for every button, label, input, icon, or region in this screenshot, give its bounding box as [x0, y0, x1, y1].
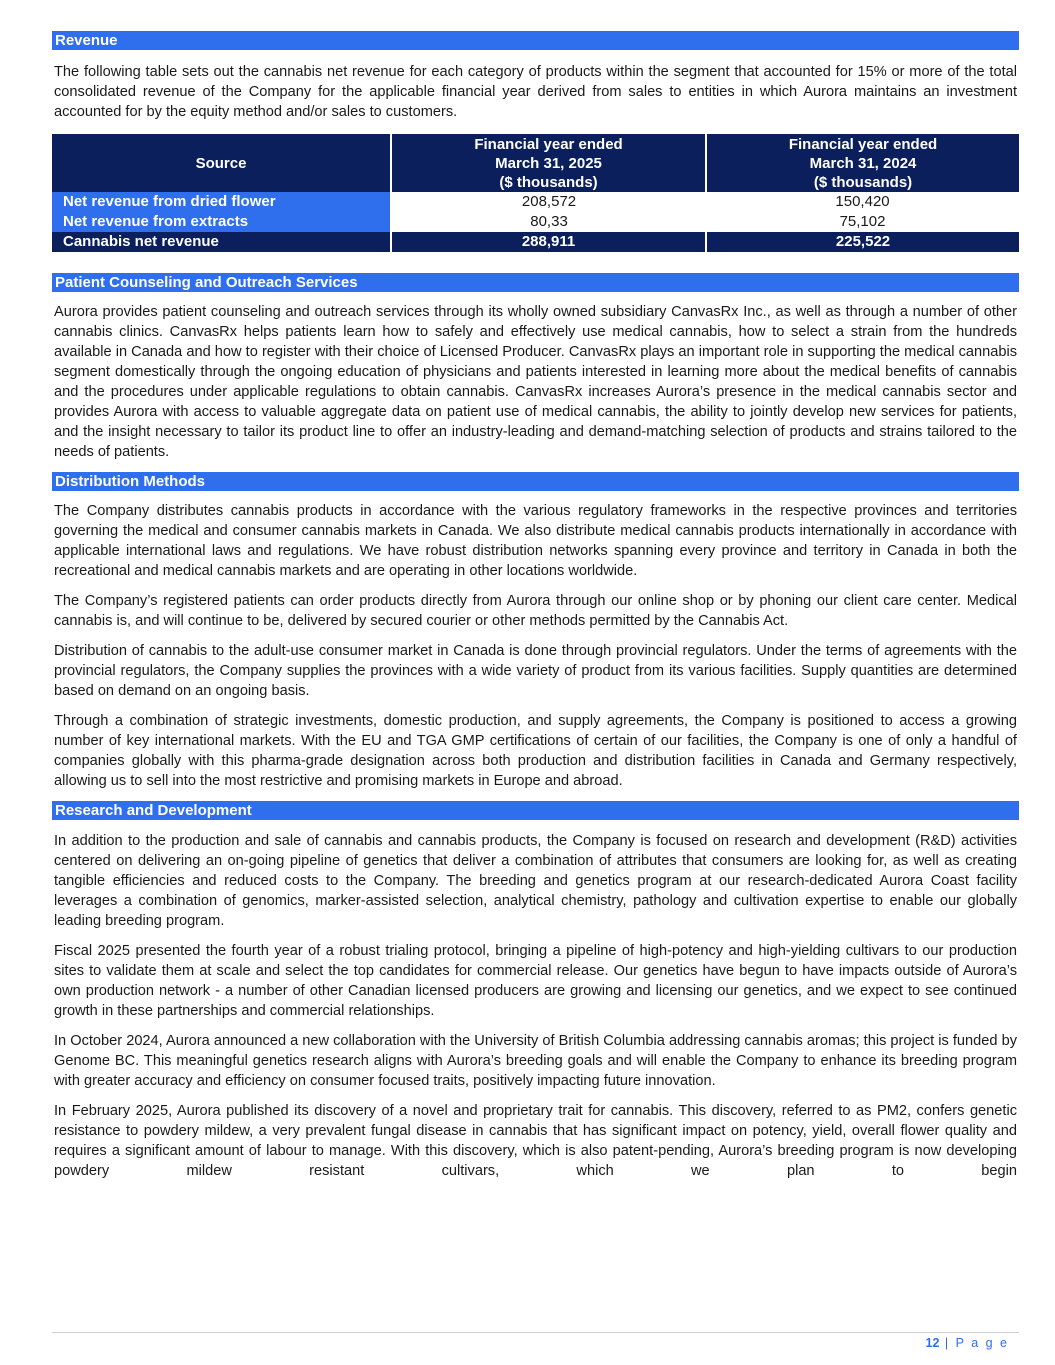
document-page: [52, 31, 1019, 1181]
cell-dried-flower-fy2025: 208,572: [521, 193, 577, 210]
header-fy2025: [391, 134, 706, 192]
header-fy2025-line2: March 31, 2025: [495, 154, 602, 172]
section-heading-research: Research and Development: [52, 801, 1019, 820]
header-fy2024-line2: March 31, 2024: [809, 154, 917, 172]
table-header-row: [52, 134, 1019, 192]
page-footer: [926, 1336, 1010, 1350]
header-source: Source: [52, 134, 391, 192]
research-paragraph-3: In October 2024, Aurora announced a new collaboration with the University of British Columbia addressing cannabis aromas; this project is funded by Genome BC. This meaningful genetics research aligns with Aurora’s breeding goals and will enable the Company to enhance its breeding program with greater accuracy and efficiency on consumer focused traits, positively impacting future innovation.: [54, 1033, 1017, 1089]
patient-paragraph: Aurora provides patient counseling and outreach services through its wholly owned subsidiary CanvasRx Inc., as well as through a number of other cannabis clinics. CanvasRx helps patients learn how to safely and effectively use medical cannabis, how to select a strain from the hundreds available in Canada and how to register with their choice of Licensed Producer. CanvasRx plays an important role in supporting the medical cannabis segment domestically through the ongoing education of physicians and patients interested in learning more about the medical benefits of cannabis and the procedures under applicable regulations to obtain cannabis. CanvasRx increases Aurora’s presence in the medical cannabis sector and provides Aurora with access to valuable aggregate data on patient use of medical cannabis, the ability to jointly develop new services for patients, and the insight necessary to tailor its product line to offer an industry-leading and demand-matching selection of products and strains tailored to the needs of patients.: [54, 304, 1017, 460]
table-row: [52, 192, 1019, 212]
page-number: 12: [925, 1336, 940, 1350]
row-label-dried-flower: Net revenue from dried flower: [52, 192, 391, 212]
table-row: [52, 212, 1019, 232]
revenue-intro-paragraph: The following table sets out the cannabis net revenue for each category of products within the segment that accounted for 15% or more of the total consolidated revenue of the Company for the applicable financial year derived from sales to entities in which Aurora maintains an investment accounted for by the equity method and/or sales to customers.: [54, 64, 1017, 120]
header-fy2025-line1: Financial year ended: [474, 135, 623, 153]
header-fy2025-line3: ($ thousands): [499, 173, 598, 191]
footer-divider: [52, 1332, 1019, 1333]
footer-separator: |: [939, 1336, 956, 1350]
cell-extracts-fy2025: 80,33: [530, 213, 568, 230]
research-paragraph-2: Fiscal 2025 presented the fourth year of a robust trialing protocol, bringing a pipeline of high-potency and high-yielding cultivars to our production sites to validate them at scale and select the top candidates for commercial release. Our genetics have begun to have impacts outside of Aurora’s own production network - a number of other Canadian licensed producers are growing and licensing our genetics, and we expect to see continued growth in these partnerships and commercial relationships.: [54, 943, 1017, 1019]
distribution-paragraph-3: Distribution of cannabis to the adult-use consumer market in Canada is done through provincial regulators. Under the terms of agreements with the provincial regulators, the Company supplies the provinces with a wide variety of product from its various facilities. Supply quantities are determined based on demand on an ongoing basis.: [54, 643, 1017, 699]
row-label-total: Cannabis net revenue: [52, 232, 391, 252]
table-total-row: [52, 232, 1019, 252]
distribution-paragraph-4: Through a combination of strategic investments, domestic production, and supply agreements, the Company is positioned to access a growing number of key international markets. With the EU and TGA GMP certifications of certain of our facilities, the Company is one of only a handful of companies globally with this pharma-grade designation across both production and distribution facilities in Canada and Germany respectively, allowing us to sell into the most restrictive and promising markets in Europe and abroad.: [54, 713, 1017, 789]
header-fy2024-line1: Financial year ended: [788, 135, 938, 153]
cell-total-fy2024: 225,522: [706, 232, 1019, 252]
revenue-table: [52, 134, 1019, 252]
page-label: P a g e: [955, 1336, 1009, 1350]
research-paragraph-1: In addition to the production and sale of cannabis and cannabis products, the Company is focused on research and development (R&D) activities centered on delivering an on-going pipeline of genetics that deliver a combination of attributes that consumers are looking for, as well as creating tangible efficiencies and reduced costs to the Company. The breeding and genetics program at our research-dedicated Aurora Coast facility leverages a combination of genomics, marker-assisted selection, analytical chemistry, pathology and cultivation expertise to enable our globally leading breeding program.: [54, 833, 1017, 929]
research-paragraph-4: In February 2025, Aurora published its discovery of a novel and proprietary trait for cannabis. This discovery, referred to as PM2, confers genetic resistance to powdery mildew, a very prevalent fungal disease in cannabis that has significant impact on potency, yield, overall flower quality and requires a significant amount of labour to manage. With this discovery, which is also patent-pending, Aurora’s breeding program is now developing powdery mildew resistant cultivars, which we plan to begin: [54, 1103, 1017, 1179]
section-heading-patient-counseling: Patient Counseling and Outreach Services: [52, 273, 1019, 292]
section-heading-distribution: Distribution Methods: [52, 472, 1019, 491]
row-label-extracts: Net revenue from extracts: [52, 212, 391, 232]
cell-extracts-fy2024: 75,102: [839, 213, 886, 230]
header-fy2024-line3: ($ thousands): [813, 173, 913, 191]
distribution-paragraph-2: The Company’s registered patients can order products directly from Aurora through our online shop or by phoning our client care center. Medical cannabis is, and will continue to be, delivered by secured courier or other methods permitted by the Cannabis Act.: [54, 593, 1017, 629]
section-heading-revenue: Revenue: [52, 31, 1019, 50]
cell-dried-flower-fy2024: 150,420: [835, 193, 890, 210]
header-fy2024: [706, 134, 1019, 192]
cell-total-fy2025: 288,911: [391, 232, 706, 252]
distribution-paragraph-1: The Company distributes cannabis products in accordance with the various regulatory frameworks in the respective provinces and territories governing the medical and consumer cannabis markets in Canada. We also distribute medical cannabis products internationally in accordance with applicable international laws and regulations. We have robust distribution networks spanning every province and territory in Canada in both the recreational and medical cannabis markets and are operating in other locations worldwide.: [54, 503, 1017, 579]
